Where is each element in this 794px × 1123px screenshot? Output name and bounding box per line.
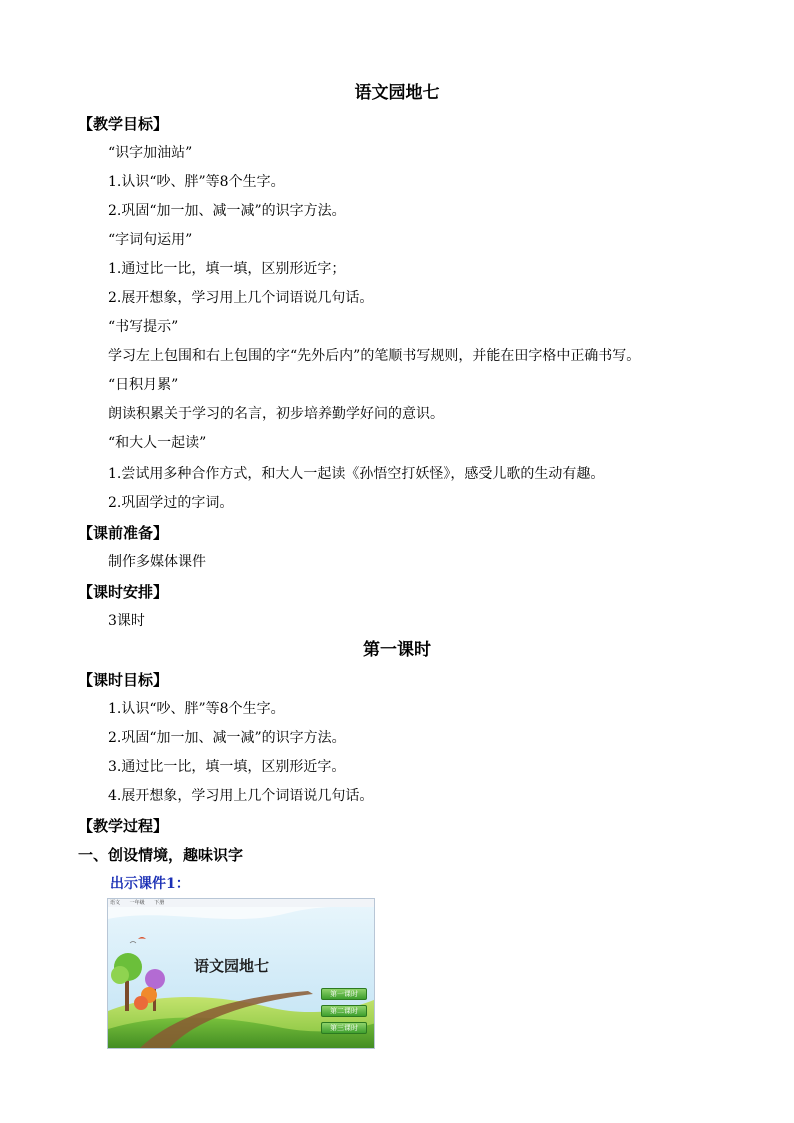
slide-lesson-button: 第三课时 bbox=[321, 1022, 367, 1034]
lesson-goal-item: 2.巩固“加一加、减一减”的识字方法。 bbox=[108, 730, 346, 746]
goal-item: “和大人一起读” bbox=[108, 435, 207, 451]
lesson-goals-heading: 【课时目标】 bbox=[78, 671, 169, 689]
goal-item: 1.通过比一比，填一填，区别形近字； bbox=[108, 261, 346, 277]
schedule-text: 3课时 bbox=[108, 613, 145, 629]
part1-heading: 一、创设情境，趣味识字 bbox=[78, 846, 244, 864]
lesson-goal-item: 1.认识“吵、胖”等8个生字。 bbox=[108, 701, 285, 717]
slide-toolbar bbox=[108, 899, 374, 907]
prep-text: 制作多媒体课件 bbox=[108, 554, 206, 570]
document-title: 语文园地七 bbox=[354, 83, 440, 103]
goal-item: “字词句运用” bbox=[108, 232, 193, 248]
goal-item: “识字加油站” bbox=[108, 145, 193, 161]
process-heading: 【教学过程】 bbox=[78, 817, 169, 835]
goal-item: 学习左上包围和右上包围的字“先外后内”的笔顺书写规则，并能在田字格中正确书写。 bbox=[108, 348, 641, 364]
slide-lesson-button: 第一课时 bbox=[321, 988, 367, 1000]
slide-caption: 出示课件1： bbox=[110, 876, 190, 892]
goal-item: 1.尝试用多种合作方式，和大人一起读《孙悟空打妖怪》，感受儿歌的生动有趣。 bbox=[108, 466, 605, 482]
goal-item: 朗读积累关于学习的名言，初步培养勤学好问的意识。 bbox=[108, 406, 444, 422]
goals-heading: 【教学目标】 bbox=[78, 115, 169, 133]
slide-toolbar-item: 下册 bbox=[154, 900, 165, 906]
lesson-goal-item: 4.展开想象，学习用上几个词语说几句话。 bbox=[108, 788, 374, 804]
slide-title: 语文园地七 bbox=[194, 957, 270, 975]
goal-item: 2.巩固“加一加、减一减”的识字方法。 bbox=[108, 203, 346, 219]
lesson1-title: 第一课时 bbox=[363, 640, 431, 660]
slide-toolbar-item: 语文 bbox=[110, 900, 121, 906]
goal-item: 2.展开想象，学习用上几个词语说几句话。 bbox=[108, 290, 374, 306]
slide-lesson-button: 第二课时 bbox=[321, 1005, 367, 1017]
prep-heading: 【课前准备】 bbox=[78, 524, 169, 542]
schedule-heading: 【课时安排】 bbox=[78, 583, 169, 601]
lesson-goal-item: 3.通过比一比，填一填，区别形近字。 bbox=[108, 759, 346, 775]
courseware-slide-image bbox=[107, 898, 375, 1049]
goal-item: “书写提示” bbox=[108, 319, 179, 335]
goal-item: 1.认识“吵、胖”等8个生字。 bbox=[108, 174, 285, 190]
goal-item: 2.巩固学过的字词。 bbox=[108, 495, 234, 511]
slide-toolbar-item: 一年级 bbox=[129, 900, 145, 906]
goal-item: “日积月累” bbox=[108, 377, 179, 393]
